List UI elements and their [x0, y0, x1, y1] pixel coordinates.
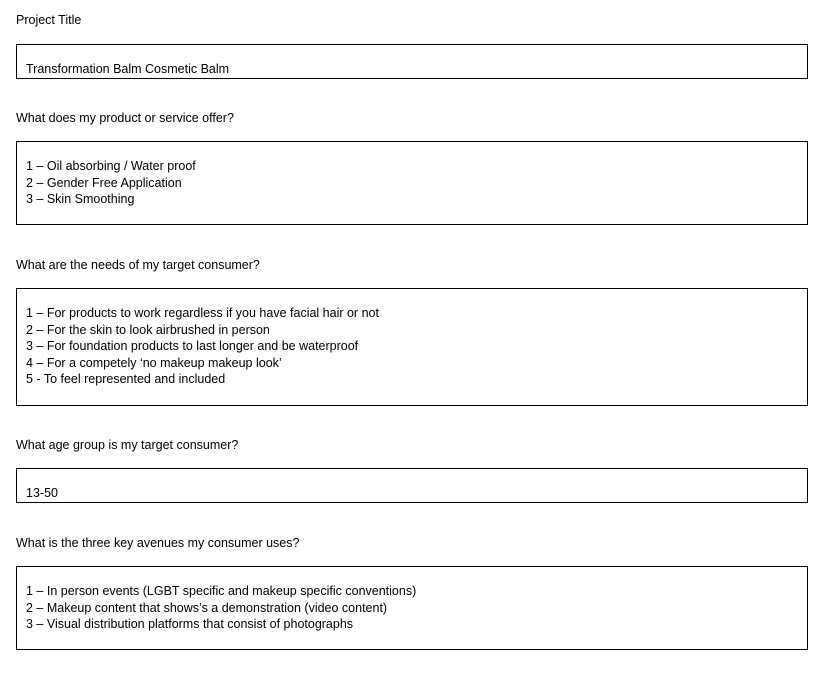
avenues-line: 2 – Makeup content that shows’s a demonstration (video content) — [26, 600, 388, 615]
age-answer-field[interactable] — [16, 468, 808, 503]
needs-answer-lines — [26, 305, 379, 388]
age-value: 13-50 — [26, 486, 58, 500]
project-title-value: Transformation Balm Cosmetic Balm — [26, 62, 230, 76]
avenues-line: 3 – Visual distribution platforms that consist of photographs — [26, 617, 354, 631]
needs-line: 4 – For a competely ‘no makeup makeup look’ — [26, 355, 282, 370]
needs-line: 5 - To feel represented and included — [26, 372, 226, 386]
needs-answer-field[interactable] — [16, 288, 808, 406]
age-question-label: What age group is my target consumer? — [16, 438, 239, 452]
age-answer-lines — [26, 485, 58, 502]
needs-line: 1 – For products to work regardless if you have facial hair or not — [26, 306, 379, 320]
avenues-line: 1 – In person events (LGBT specific and makeup specific conventions) — [26, 584, 417, 598]
offer-answer-field[interactable] — [16, 141, 808, 225]
needs-question-label: What are the needs of my target consumer? — [16, 258, 260, 272]
needs-line: 3 – For foundation products to last longer and be waterproof — [26, 339, 359, 353]
avenues-question-label: What is the three key avenues my consumer uses? — [16, 536, 300, 550]
avenues-answer-field[interactable] — [16, 566, 808, 650]
offer-answer-lines — [26, 158, 196, 208]
offer-line: 2 – Gender Free Application — [26, 175, 182, 190]
project-title-lines — [26, 61, 229, 78]
needs-line: 2 – For the skin to look airbrushed in person — [26, 322, 270, 337]
avenues-answer-lines — [26, 583, 416, 633]
project-title-label: Project Title — [16, 13, 82, 27]
offer-question-label: What does my product or service offer? — [16, 111, 234, 125]
offer-line: 3 – Skin Smoothing — [26, 192, 135, 206]
project-title-field[interactable] — [16, 44, 808, 79]
offer-line: 1 – Oil absorbing / Water proof — [26, 159, 196, 173]
